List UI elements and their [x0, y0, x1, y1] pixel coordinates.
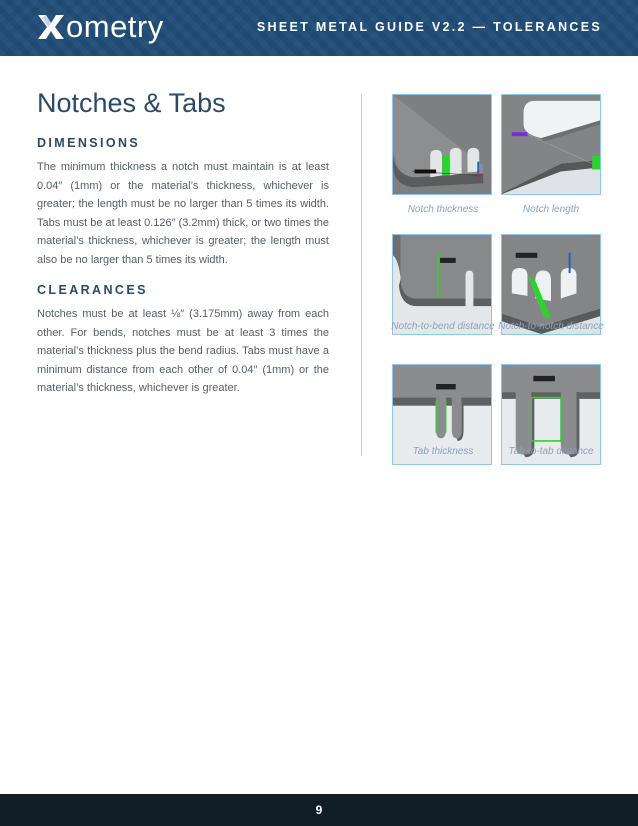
caption-notch-thickness: Notch thickness [407, 204, 479, 215]
column-divider [361, 94, 362, 456]
caption-tab-to-tab: Tab-to-tab distance [508, 446, 594, 457]
logo-text: ometry [66, 8, 164, 44]
caption-notch-length: Notch length [522, 204, 580, 215]
page-title: Notches & Tabs [37, 88, 226, 118]
caption-tab-thickness: Tab thickness [412, 446, 474, 457]
notch-to-bend-image [392, 234, 492, 335]
notch-length-image [501, 94, 601, 195]
notch-to-notch-image [501, 234, 601, 335]
section-heading-clearances: CLEARANCES [37, 283, 148, 297]
guide-title: SHEET METAL GUIDE V2.2 — TOLERANCES [256, 20, 602, 34]
page-header [0, 0, 638, 56]
x-logo-icon [36, 12, 66, 42]
caption-notch-to-notch: Notch-to-notch distance [498, 321, 604, 332]
dimensions-paragraph: The minimum thickness a notch must maintain is at least 0.04″ (1mm) or the material’s thickness, whichever is greater; the length must be no larger than 5 times its width. Tabs must be at least 0.126″ (3.2mm) thick, or two times the material’s thickness, whichever is greater; the length must also be no larger than 5 times its width. [37, 161, 329, 266]
page-number: 9 [315, 803, 323, 817]
xometry-logo [36, 9, 164, 45]
section-heading-dimensions: DIMENSIONS [37, 136, 141, 150]
notch-thickness-image [392, 94, 492, 195]
page-footer [0, 794, 638, 826]
caption-notch-to-bend: Notch-to-bend distance [391, 321, 495, 332]
clearances-paragraph: Notches must be at least ⅛″ (3.175mm) away from each other. For bends, notches must be at least 3 times the material’s thickness plus the bend radius. Tabs must have a minimum distance from each other of 0.04″ (1mm) or the material’s thickness, whichever is greater. [37, 308, 329, 395]
